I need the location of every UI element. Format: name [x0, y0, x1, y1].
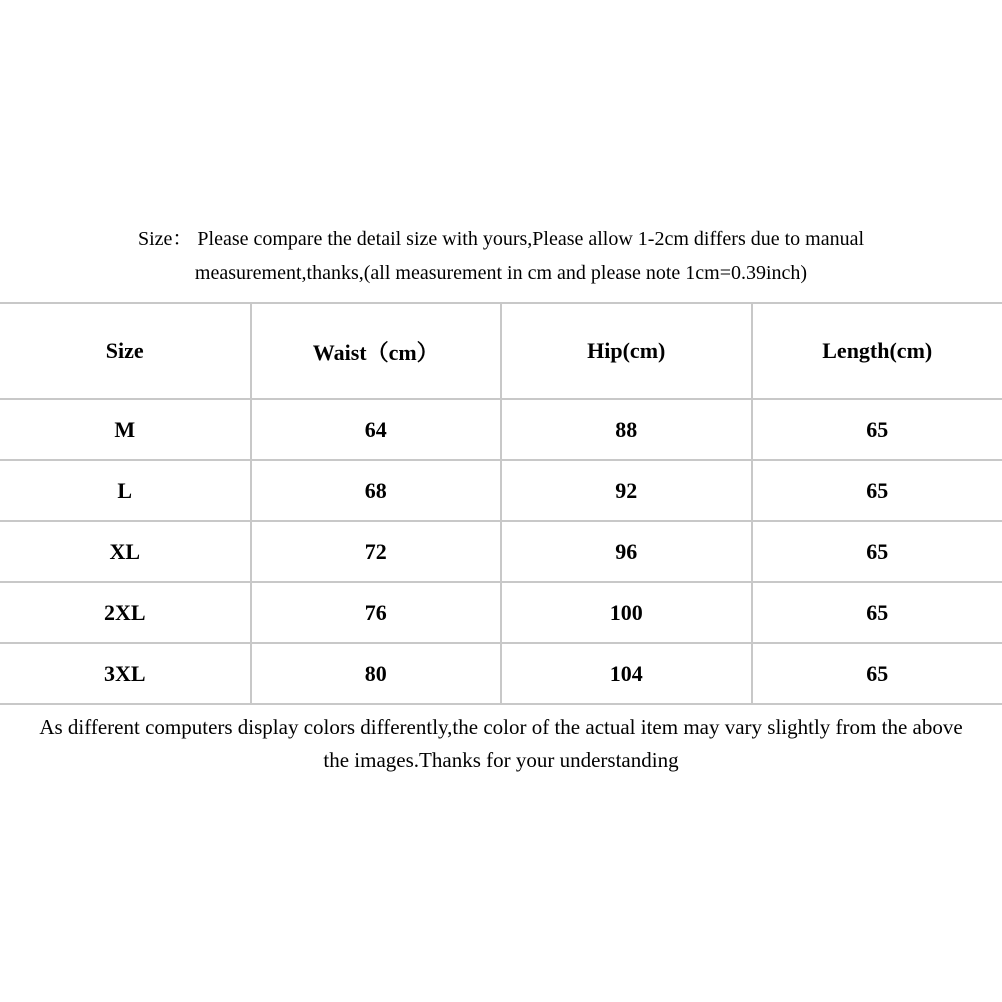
intro-text [0, 222, 1002, 290]
table-row [0, 521, 1002, 582]
size-chart-table [0, 302, 1002, 705]
cell-waist: 80 [251, 643, 502, 704]
cell-hip: 100 [501, 582, 752, 643]
cell-size: L [0, 460, 251, 521]
intro-line-1: Size： Please compare the detail size with yours,Please allow 1-2cm differs due to manual [137, 228, 865, 250]
cell-size: 2XL [0, 582, 251, 643]
table-row [0, 399, 1002, 460]
table-header [0, 303, 1002, 399]
cell-length: 65 [752, 643, 1002, 704]
cell-hip: 96 [501, 521, 752, 582]
cell-size: 3XL [0, 643, 251, 704]
intro-line-2: measurement,thanks,(all measurement in cm and please note 1cm=0.39inch) [194, 262, 808, 284]
disclaimer-line-2: the images.Thanks for your understanding [323, 748, 679, 772]
cell-waist: 68 [251, 460, 502, 521]
column-header-size: Size [0, 303, 251, 399]
column-header-hip: Hip(cm) [501, 303, 752, 399]
cell-hip: 92 [501, 460, 752, 521]
cell-size: XL [0, 521, 251, 582]
size-chart-page [0, 222, 1002, 1002]
cell-length: 65 [752, 399, 1002, 460]
table-body [0, 399, 1002, 704]
cell-waist: 64 [251, 399, 502, 460]
cell-length: 65 [752, 582, 1002, 643]
cell-hip: 88 [501, 399, 752, 460]
column-header-waist: Waist（cm） [251, 303, 502, 399]
disclaimer-text [0, 711, 1002, 777]
table-header-row [0, 303, 1002, 399]
cell-size: M [0, 399, 251, 460]
cell-length: 65 [752, 521, 1002, 582]
table-row [0, 582, 1002, 643]
cell-length: 65 [752, 460, 1002, 521]
cell-hip: 104 [501, 643, 752, 704]
table-row [0, 643, 1002, 704]
disclaimer-line-1: As different computers display colors differently,the color of the actual item may vary slightly from the above [39, 715, 963, 739]
cell-waist: 76 [251, 582, 502, 643]
table-row [0, 460, 1002, 521]
column-header-length: Length(cm) [752, 303, 1002, 399]
cell-waist: 72 [251, 521, 502, 582]
